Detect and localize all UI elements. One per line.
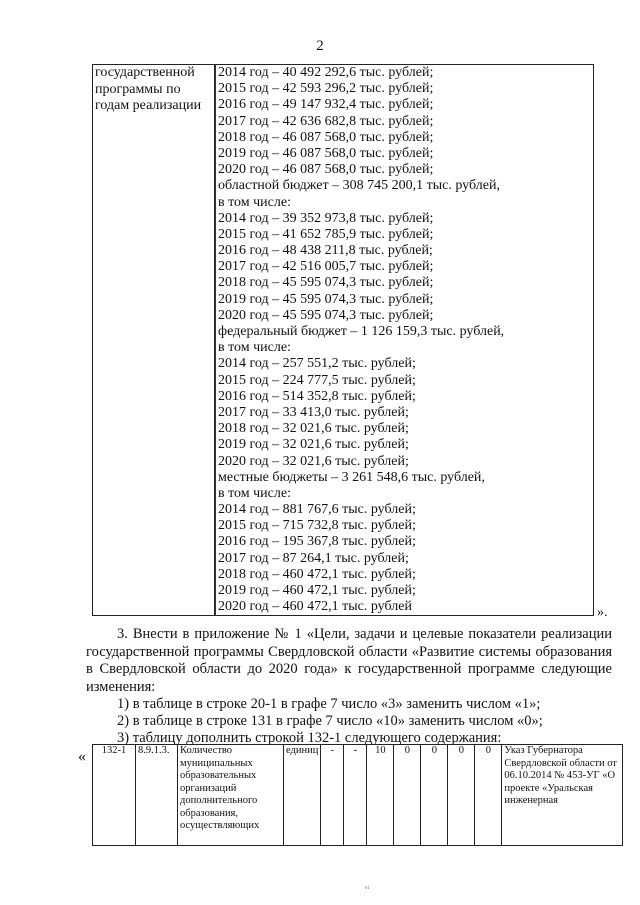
paragraph-3: 3. Внести в приложение № 1 «Цели, задачи и целевые показатели реализации государственной программы Свердловской области «Развитие системы образования в Свердловской области до 2020 года» к государственной программе следующие изменения: [86,626,612,695]
funding-line: 2018 год – 460 472,1 тыс. рублей; [215,567,593,583]
funding-line: в том числе: [215,340,593,356]
indicator-name-cell: Количество муниципальных образовательных организаций дополнительного образования, осуществляющих [178,745,284,846]
funding-label-line: программы по [95,81,181,97]
funding-line: федеральный бюджет – 1 126 159,3 тыс. рублей, [215,324,593,340]
funding-line: местные бюджеты – 3 261 548,6 тыс. рублей, [215,470,593,486]
value-cell: - [344,745,367,846]
funding-line: 2019 год – 460 472,1 тыс. рублей; [215,583,593,599]
source-cell: Указ Губернатора Свердловской области от 06.10.2014 № 453-УГ «О проекте «Уральская инженерная [502,745,623,846]
funding-line: в том числе: [215,486,593,502]
footer-mark: ᵥᵢ [365,880,370,890]
page-number: 2 [316,38,324,54]
funding-line: 2016 год – 514 352,8 тыс. рублей; [215,389,593,405]
funding-line: 2017 год – 42 636 682,8 тыс. рублей; [215,114,593,130]
funding-line: 2014 год – 40 492 292,6 тыс. рублей; [215,65,593,81]
funding-line: 2018 год – 32 021,6 тыс. рублей; [215,421,593,437]
funding-line: областной бюджет – 308 745 200,1 тыс. рублей, [215,178,593,194]
value-cell: - [321,745,344,846]
funding-line: 2015 год – 41 652 785,9 тыс. рублей; [215,227,593,243]
funding-line: 2020 год – 45 595 074,3 тыс. рублей; [215,308,593,324]
funding-line: 2017 год – 33 413,0 тыс. рублей; [215,405,593,421]
opening-quote-mark: « [78,748,86,765]
funding-line: 2018 год – 45 595 074,3 тыс. рублей; [215,275,593,291]
funding-line: 2020 год – 460 472,1 тыс. рублей [215,599,593,615]
funding-line: 2020 год – 32 021,6 тыс. рублей; [215,454,593,470]
funding-line: 2015 год – 224 777,5 тыс. рублей; [215,373,593,389]
funding-line: 2016 год – 195 367,8 тыс. рублей; [215,534,593,550]
value-cell: 0 [448,745,475,846]
funding-label-cell [93,65,215,616]
row-code-cell: 8.9.1.3. [136,745,178,846]
funding-line: 2016 год – 49 147 932,4 тыс. рублей; [215,97,593,113]
funding-line: 2019 год – 32 021,6 тыс. рублей; [215,437,593,453]
funding-line: 2014 год – 881 767,6 тыс. рублей; [215,502,593,518]
amendment-item-1: 1) в таблице в строке 20-1 в графе 7 число «3» заменить числом «1»; [117,696,541,712]
unit-cell: единиц [284,745,321,846]
amendment-item-2: 2) в таблице в строке 131 в графе 7 число «10» заменить числом «0»; [117,713,543,729]
value-cell: 0 [421,745,448,846]
funding-line: 2015 год – 715 732,8 тыс. рублей; [215,518,593,534]
funding-line: 2019 год – 45 595 074,3 тыс. рублей; [215,292,593,308]
funding-line: 2019 год – 46 087 568,0 тыс. рублей; [215,146,593,162]
row-number-cell: 132-1 [93,745,136,846]
value-cell: 10 [367,745,394,846]
funding-line: 2017 год – 87 264,1 тыс. рублей; [215,551,593,567]
funding-label-line: годам реализации [95,98,202,113]
closing-quote-mark: ». [597,605,608,620]
new-row-table [92,744,623,846]
amendment-item-3: 3) таблицу дополнить строкой 132-1 следующего содержания: [117,730,502,746]
table-row [93,745,623,846]
funding-values-cell [215,65,594,616]
funding-label-line: государственной [95,65,195,80]
funding-line: 2017 год – 42 516 005,7 тыс. рублей; [215,259,593,275]
funding-line: в том числе: [215,195,593,211]
value-cell: 0 [394,745,421,846]
funding-table [92,64,594,616]
value-cell: 0 [475,745,502,846]
funding-line: 2015 год – 42 593 296,2 тыс. рублей; [215,81,593,97]
funding-line: 2016 год – 48 438 211,8 тыс. рублей; [215,243,593,259]
funding-line: 2018 год – 46 087 568,0 тыс. рублей; [215,130,593,146]
funding-line: 2014 год – 39 352 973,8 тыс. рублей; [215,211,593,227]
funding-line: 2020 год – 46 087 568,0 тыс. рублей; [215,162,593,178]
funding-line: 2014 год – 257 551,2 тыс. рублей; [215,356,593,372]
